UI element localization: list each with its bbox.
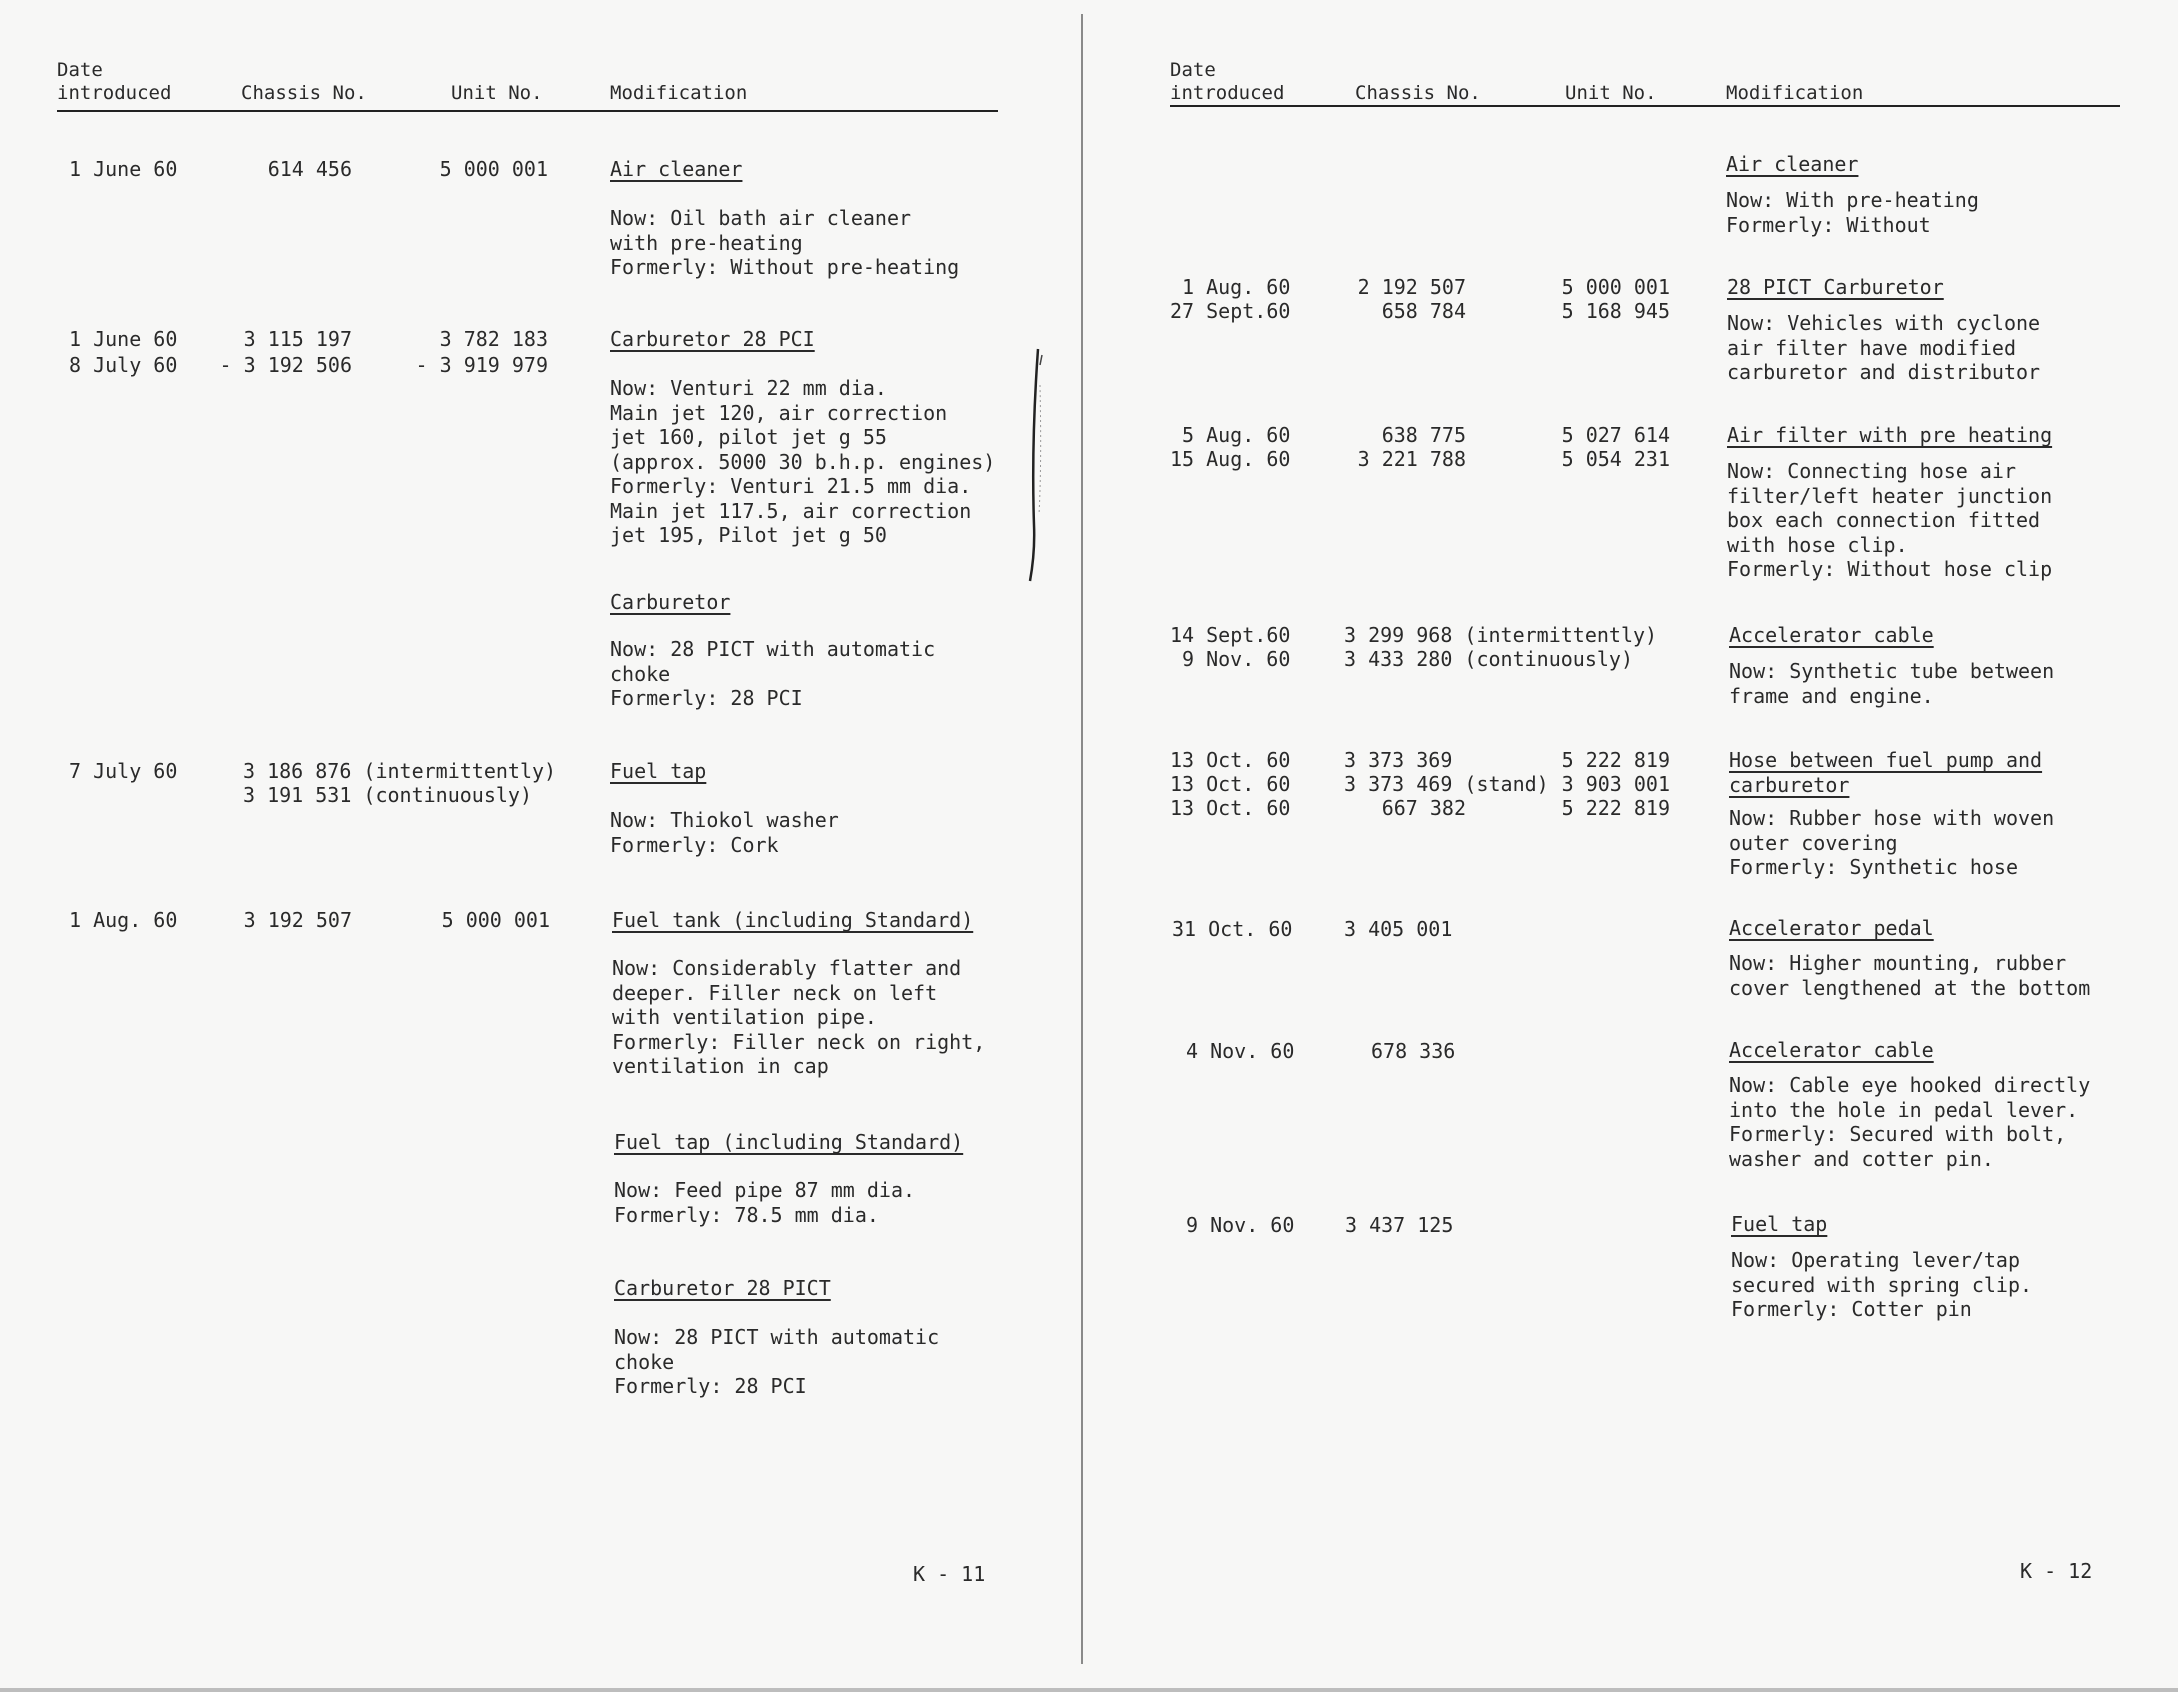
- header-modification: Modification: [610, 82, 748, 104]
- entry-unit: 5 222 819: [1561, 796, 1670, 820]
- entry-chassis: 614 456: [267, 157, 352, 181]
- mod-title: 28 PICT Carburetor: [1727, 275, 1944, 299]
- header-unit: Unit No.: [1565, 82, 1657, 104]
- entry-date: 27 Sept.60: [1170, 299, 1291, 323]
- header-chassis: Chassis No.: [241, 82, 367, 104]
- mod-title: Fuel tap (including Standard): [614, 1130, 964, 1154]
- entry-unit: 3 903 001: [1561, 772, 1670, 796]
- entry-date: 13 Oct. 60: [1170, 748, 1291, 772]
- entry-unit: 3 782 183: [439, 327, 548, 351]
- mod-body: Now: Higher mounting, rubber cover lengthened at the bottom: [1729, 951, 2091, 1000]
- mod-body: Now: With pre-heating Formerly: Without: [1726, 188, 1979, 237]
- entry-unit: 5 000 001: [1561, 275, 1670, 299]
- entry-chassis: 3 373 369: [1344, 748, 1453, 772]
- mod-body: Now: 28 PICT with automatic choke Formerly: 28 PCI: [610, 637, 936, 710]
- header-rule: [57, 110, 998, 112]
- entry-unit: - 3 919 979: [415, 353, 548, 377]
- mod-body: Now: Vehicles with cyclone air filter have modified carburetor and distributor: [1727, 311, 2041, 384]
- scan-bottom-edge: [0, 1688, 2178, 1692]
- mod-body: Now: Venturi 22 mm dia. Main jet 120, air correction jet 160, pilot jet g 55 (approx. 5000 30 b.h.p. engines) Formerly: Venturi 21.5 mm dia. Main jet 117.5, air correction jet 195, Pilot jet g 50: [610, 376, 996, 547]
- header-rule: [1170, 105, 2120, 107]
- entry-date: 8 July 60: [69, 353, 178, 377]
- entry-date: 31 Oct. 60: [1172, 917, 1293, 941]
- entry-date: 4 Nov. 60: [1186, 1039, 1295, 1063]
- entry-date: 1 June 60: [69, 157, 178, 181]
- entry-unit: 5 054 231: [1561, 447, 1670, 471]
- entry-date: 1 Aug. 60: [69, 908, 178, 932]
- entry-date: 9 Nov. 60: [1186, 1213, 1295, 1237]
- entry-chassis: - 3 192 506: [219, 353, 352, 377]
- entry-chassis: 3 405 001: [1344, 917, 1453, 941]
- mod-title: Hose between fuel pump and carburetor: [1729, 748, 2043, 797]
- entry-chassis: 3 191 531 (continuously): [243, 783, 532, 807]
- entry-chassis: 667 382: [1381, 796, 1466, 820]
- entry-chassis: 3 299 968 (intermittently): [1344, 623, 1658, 647]
- mod-title: Carburetor 28 PCI: [610, 327, 815, 351]
- entry-unit: 5 000 001: [441, 908, 550, 932]
- entry-chassis: 3 186 876 (intermittently): [243, 759, 557, 783]
- entry-chassis: 658 784: [1381, 299, 1466, 323]
- mod-body: Now: Synthetic tube between frame and engine.: [1729, 659, 2055, 708]
- entry-date: 1 Aug. 60: [1182, 275, 1291, 299]
- mod-body: Now: Rubber hose with woven outer covering Formerly: Synthetic hose: [1729, 806, 2055, 879]
- mod-title: Accelerator cable: [1729, 1038, 1934, 1062]
- entry-date: 5 Aug. 60: [1182, 423, 1291, 447]
- entry-date: 13 Oct. 60: [1170, 796, 1291, 820]
- mod-body: Now: Operating lever/tap secured with spring clip. Formerly: Cotter pin: [1731, 1248, 2033, 1321]
- entry-chassis: 3 433 280 (continuously): [1344, 647, 1633, 671]
- page-number: K - 11: [913, 1562, 986, 1586]
- entry-date: 9 Nov. 60: [1182, 647, 1291, 671]
- mod-body: Now: Oil bath air cleaner with pre-heating Formerly: Without pre-heating: [610, 206, 960, 279]
- mod-title: Fuel tap: [1731, 1212, 1828, 1236]
- handwritten-bracket-mark: [1024, 345, 1044, 585]
- left-page: [0, 0, 1082, 1692]
- mod-title: Air cleaner: [1726, 152, 1859, 176]
- header-unit: Unit No.: [451, 82, 543, 104]
- header-date-line1: Date: [1170, 59, 1216, 81]
- entry-chassis: 3 437 125: [1345, 1213, 1454, 1237]
- entry-date: 13 Oct. 60: [1170, 772, 1291, 796]
- mod-body: Now: Feed pipe 87 mm dia. Formerly: 78.5 mm dia.: [614, 1178, 916, 1227]
- entry-date: 1 June 60: [69, 327, 178, 351]
- entry-chassis: 3 373 469 (stand): [1344, 772, 1549, 796]
- mod-title: Fuel tap: [610, 759, 707, 783]
- entry-unit: 5 168 945: [1561, 299, 1670, 323]
- entry-unit: 5 222 819: [1561, 748, 1670, 772]
- header-chassis: Chassis No.: [1355, 82, 1481, 104]
- right-page: [1082, 0, 2178, 1692]
- mod-title: Carburetor 28 PICT: [614, 1276, 831, 1300]
- mod-title: Air cleaner: [610, 157, 743, 181]
- mod-title: Carburetor: [610, 590, 731, 614]
- mod-title: Accelerator cable: [1729, 623, 1934, 647]
- mod-title: Accelerator pedal: [1729, 916, 1934, 940]
- mod-title: Air filter with pre heating: [1727, 423, 2053, 447]
- entry-chassis: 638 775: [1381, 423, 1466, 447]
- header-modification: Modification: [1726, 82, 1864, 104]
- header-date-line2: introduced: [57, 82, 172, 104]
- mod-body: Now: Thiokol washer Formerly: Cork: [610, 808, 839, 857]
- mod-title: Fuel tank (including Standard): [612, 908, 974, 932]
- mod-body: Now: Considerably flatter and deeper. Filler neck on left with ventilation pipe. Formerly: Filler neck on right, ventilation in cap: [612, 956, 986, 1078]
- entry-chassis: 3 221 788: [1357, 447, 1466, 471]
- mod-body: Now: Connecting hose air filter/left heater junction box each connection fitted with hose clip. Formerly: Without hose clip: [1727, 459, 2053, 581]
- header-date-line1: Date: [57, 59, 103, 81]
- mod-body: Now: Cable eye hooked directly into the hole in pedal lever. Formerly: Secured with bolt, washer and cotter pin.: [1729, 1073, 2091, 1171]
- page-number: K - 12: [2020, 1559, 2093, 1583]
- entry-unit: 5 027 614: [1561, 423, 1670, 447]
- mod-body: Now: 28 PICT with automatic choke Formerly: 28 PCI: [614, 1325, 940, 1398]
- header-date-line2: introduced: [1170, 82, 1285, 104]
- entry-unit: 5 000 001: [439, 157, 548, 181]
- entry-date: 14 Sept.60: [1170, 623, 1291, 647]
- entry-chassis: 678 336: [1371, 1039, 1456, 1063]
- entry-chassis: 3 115 197: [243, 327, 352, 351]
- entry-chassis: 2 192 507: [1357, 275, 1466, 299]
- entry-date: 15 Aug. 60: [1170, 447, 1291, 471]
- entry-chassis: 3 192 507: [243, 908, 352, 932]
- entry-date: 7 July 60: [69, 759, 178, 783]
